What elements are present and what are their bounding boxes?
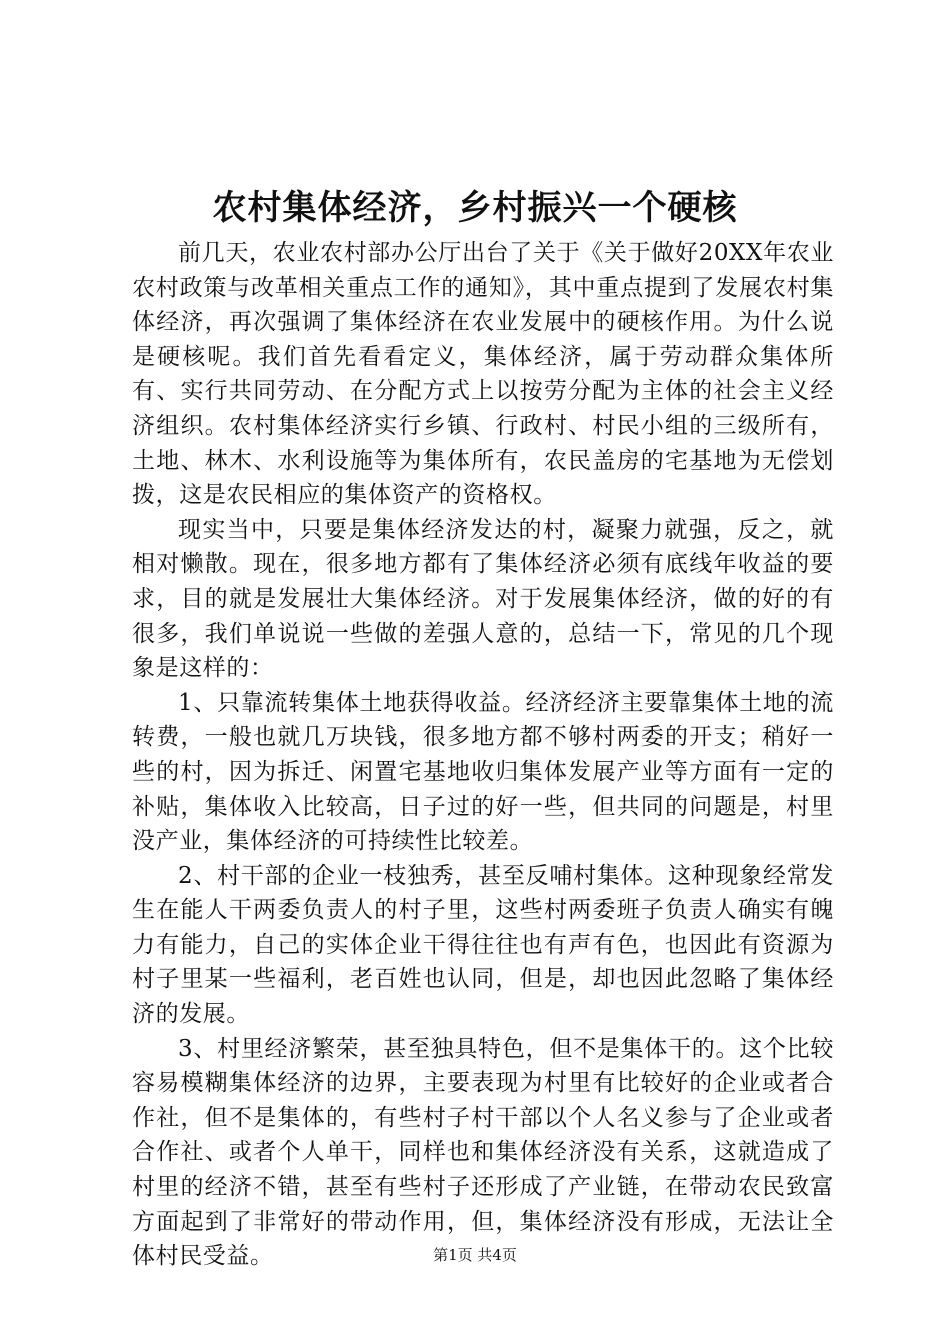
page-number-footer: 第1页 共4页 <box>433 1246 517 1264</box>
paragraph-point-2: 2、村干部的企业一枝独秀，甚至反哺村集体。这种现象经常发生在能人干两委负责人的村子里，这些村两委班子负责人确实有魄力有能力，自己的实体企业干得往往也有声有色，也因此有资源为村子里某一些福利，老百姓也认同，但是，却也因此忽略了集体经济的发展。 <box>132 862 834 1028</box>
paragraph-point-3: 3、村里经济繁荣，甚至独具特色，但不是集体干的。这个比较容易模糊集体经济的边界，主要表现为村里有比较好的企业或者合作社，但不是集体的，有些村子村干部以个人名义参与了企业或者合作社、或者个人单干，同样也和集体经济没有关系，这就造成了村里的经济不错，甚至有些村子还形成了产业链，在带动农民致富方面起到了非常好的带动作用，但，集体经济没有形成，无法让全体村民受益。 <box>132 1035 834 1270</box>
paragraph-point-1: 1、只靠流转集体土地获得收益。经济经济主要靠集体土地的流转费，一般也就几万块钱，很多地方都不够村两委的开支；稍好一些的村，因为拆迁、闲置宅基地收归集体发展产业等方面有一定的补贴，集体收入比较高，日子过的好一些，但共同的问题是，村里没产业，集体经济的可持续性比较差。 <box>132 689 834 855</box>
document-body <box>132 236 834 1274</box>
paragraph-reality: 现实当中，只要是集体经济发达的村，凝聚力就强，反之，就相对懒散。现在，很多地方都有了集体经济必须有底线年收益的要求，目的就是发展壮大集体经济。对于发展集体经济，做的好的有很多，我们单说说一些做的差强人意的，总结一下，常见的几个现象是这样的： <box>132 516 834 682</box>
paragraph-intro: 前几天，农业农村部办公厅出台了关于《关于做好20XX年农业农村政策与改革相关重点工作的通知》，其中重点提到了发展农村集体经济，再次强调了集体经济在农业发展中的硬核作用。为什么说是硬核呢。我们首先看看定义，集体经济，属于劳动群众集体所有、实行共同劳动、在分配方式上以按劳分配为主体的社会主义经济组织。农村集体经济实行乡镇、行政村、村民小组的三级所有，土地、林木、水利设施等为集体所有，农民盖房的宅基地为无偿划拨，这是农民相应的集体资产的资格权。 <box>132 240 834 509</box>
document-title: 农村集体经济，乡村振兴一个硬核 <box>212 188 738 228</box>
